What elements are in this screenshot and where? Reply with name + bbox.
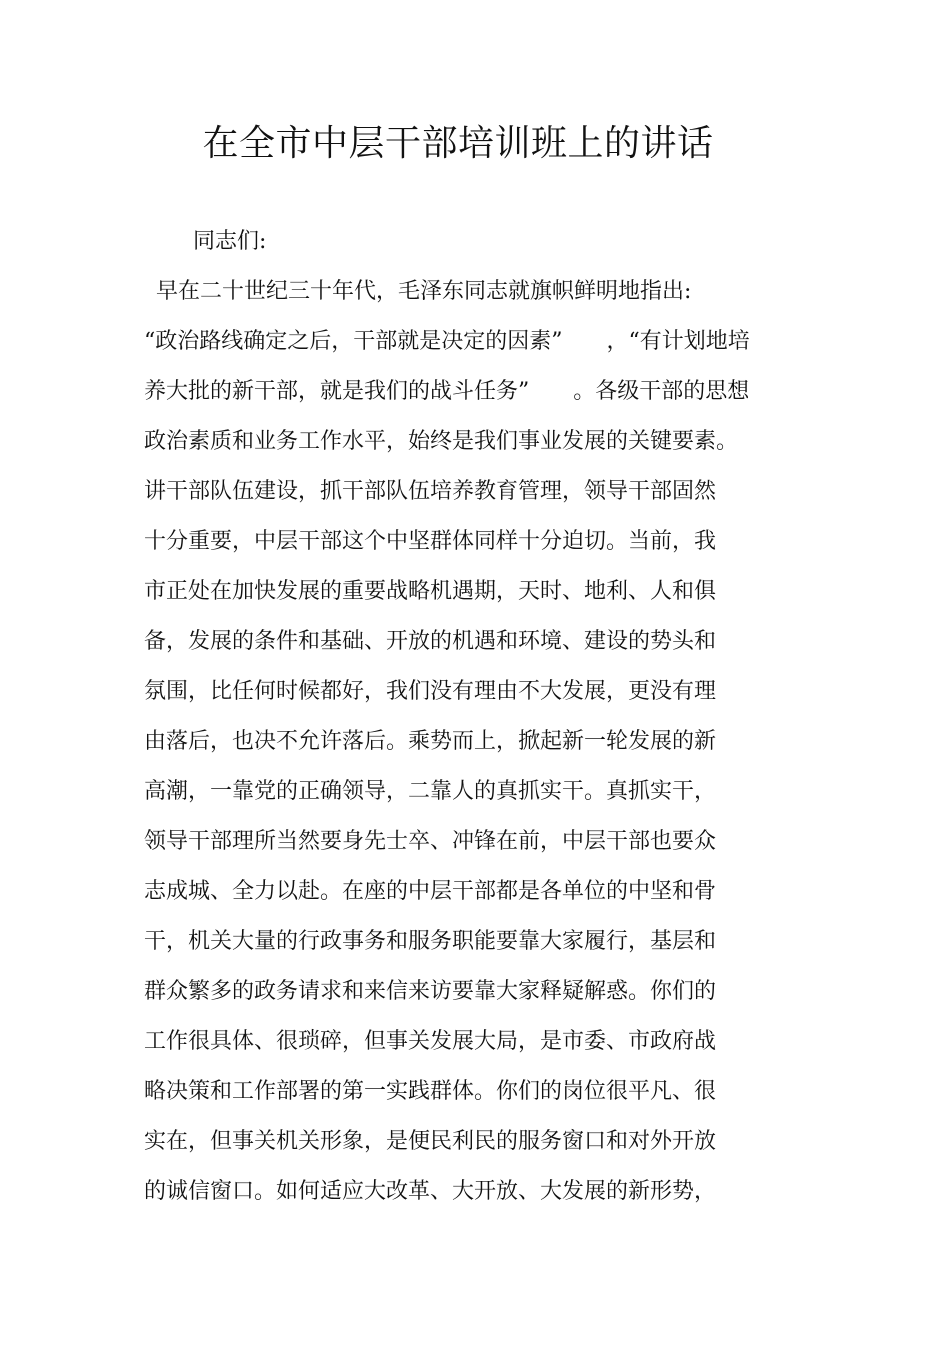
text-line: 略决策和工作部署的第一实践群体。你们的岗位很平凡、很 [144,1079,717,1104]
text-line: 市正处在加快发展的重要战略机遇期，天时、地利、人和俱 [144,579,717,604]
text-line: 十分重要，中层干部这个中坚群体同样十分迫切。当前，我 [144,529,717,554]
document-title: 在全市中层干部培训班上的讲话 [202,123,714,164]
text-line: 由落后，也决不允许落后。乘势而上，掀起新一轮发展的新 [144,729,717,754]
text-line: 早在二十世纪三十年代，毛泽东同志就旗帜鲜明地指出: [156,279,692,304]
salutation: 同志们: [193,229,267,254]
text-line: 高潮，一靠党的正确领导，二靠人的真抓实干。真抓实干， [144,779,717,804]
text-line: 氛围，比任何时候都好，我们没有理由不大发展，更没有理 [144,679,717,704]
text-line: 实在，但事关机关形象，是便民利民的服务窗口和对外开放 [144,1129,717,1154]
text-line: “政治路线确定之后，干部就是决定的因素” ，“有计划地培 [144,329,750,354]
text-line: 政治素质和业务工作水平，始终是我们事业发展的关键要素。 [144,429,739,454]
body-text [144,274,824,1224]
text-line: 干，机关大量的行政事务和服务职能要靠大家履行，基层和 [144,929,717,954]
text-line: 志成城、全力以赴。在座的中层干部都是各单位的中坚和骨 [144,879,717,904]
text-line: 领导干部理所当然要身先士卒、冲锋在前，中层干部也要众 [144,829,717,854]
text-line: 讲干部队伍建设，抓干部队伍培养教育管理，领导干部固然 [144,479,717,504]
text-line: 养大批的新干部，就是我们的战斗任务” 。各级干部的思想 [144,379,750,404]
text-line: 工作很具体、很琐碎，但事关发展大局，是市委、市政府战 [144,1029,717,1054]
text-line: 群众繁多的政务请求和来信来访要靠大家释疑解惑。你们的 [144,979,717,1004]
text-line: 的诚信窗口。如何适应大改革、大开放、大发展的新形势， [144,1179,717,1204]
text-line: 备，发展的条件和基础、开放的机遇和环境、建设的势头和 [144,629,717,654]
